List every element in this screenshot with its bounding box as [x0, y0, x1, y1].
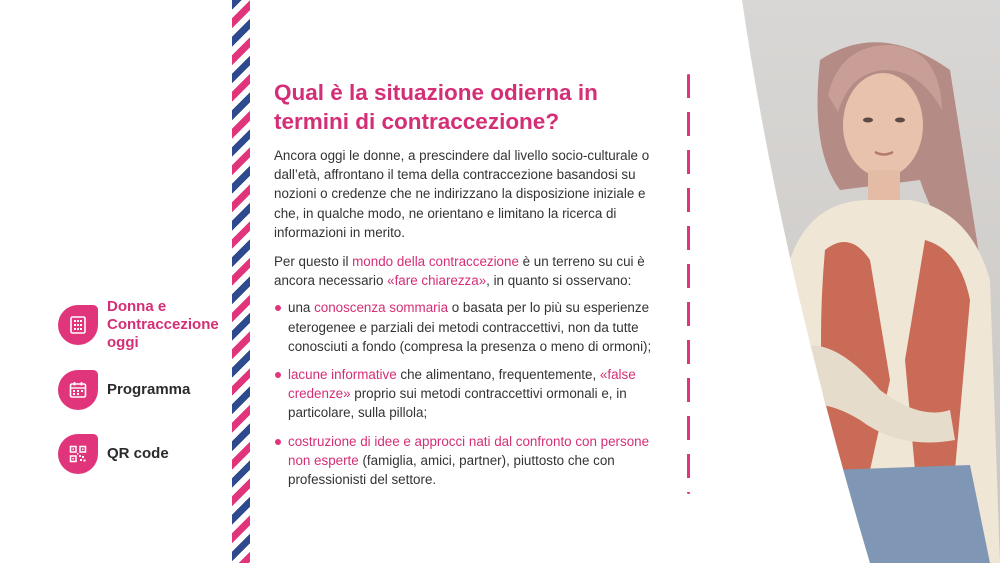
second-paragraph: [274, 252, 669, 290]
nav-item-label: Programma: [107, 381, 191, 398]
text: che alimentano, frequentemente,: [396, 367, 600, 383]
woman-portrait-image: [720, 0, 1000, 563]
highlight-text: costruzione di idee e approcci nati dal confronto con persone non esperte: [288, 433, 650, 468]
airmail-stripe-divider: [232, 0, 250, 563]
nav-item-label: Donna e Contraccezione oggi: [107, 298, 219, 351]
highlight-text: «fare chiarezza»: [387, 273, 487, 289]
nav-item-donna-contraccezione[interactable]: [58, 298, 227, 352]
highlight-text: «false credenze»: [288, 367, 636, 402]
list-item: [274, 432, 669, 490]
nav-item-qr-code[interactable]: [58, 434, 169, 474]
text: proprio sui metodi contraccettivi ormonali e, in particolare, sulla pillola;: [288, 386, 627, 421]
page-title: Qual è la situazione odierna in termini di contraccezione?: [274, 80, 598, 134]
main-content: [274, 78, 669, 498]
qr-code-icon: [58, 434, 98, 474]
highlight-text: lacune informative: [288, 367, 397, 383]
nav-item-programma[interactable]: [58, 370, 190, 410]
text: o basata per lo più su esperienze eterogenee e parziali dei metodi contraccettivi, non da tutte conosciuti a fondo (compresa la presenza o meno di ormoni);: [288, 300, 652, 354]
text: Per questo il: [274, 254, 353, 270]
calculator-grid-icon: [58, 305, 98, 345]
bullet-list: [274, 298, 669, 489]
list-item: [274, 365, 669, 423]
highlight-text: conoscenza sommaria: [314, 300, 449, 316]
list-item: [274, 298, 669, 356]
text: (famiglia, amici, partner), piuttosto che con professionisti del settore.: [288, 452, 615, 488]
highlight-text: mondo della contraccezione: [352, 254, 519, 270]
text: una: [288, 300, 315, 316]
text: è un terreno su cui è ancora necessario: [274, 254, 645, 289]
intro-paragraph: Ancora oggi le donne, a prescindere dal livello socio-culturale o dall’età, affrontano il tema della contraccezione basandosi su nozioni o credenze che ne indirizzano la disposizione iniziale e che, in qualche modo, ne orientano e limitano la ricerca di informazioni in merito.: [274, 148, 650, 240]
dashed-divider: [687, 74, 690, 494]
nav-item-label: QR code: [107, 445, 169, 462]
text: , in quanto si osservano:: [486, 273, 632, 289]
calendar-icon: [58, 370, 98, 410]
